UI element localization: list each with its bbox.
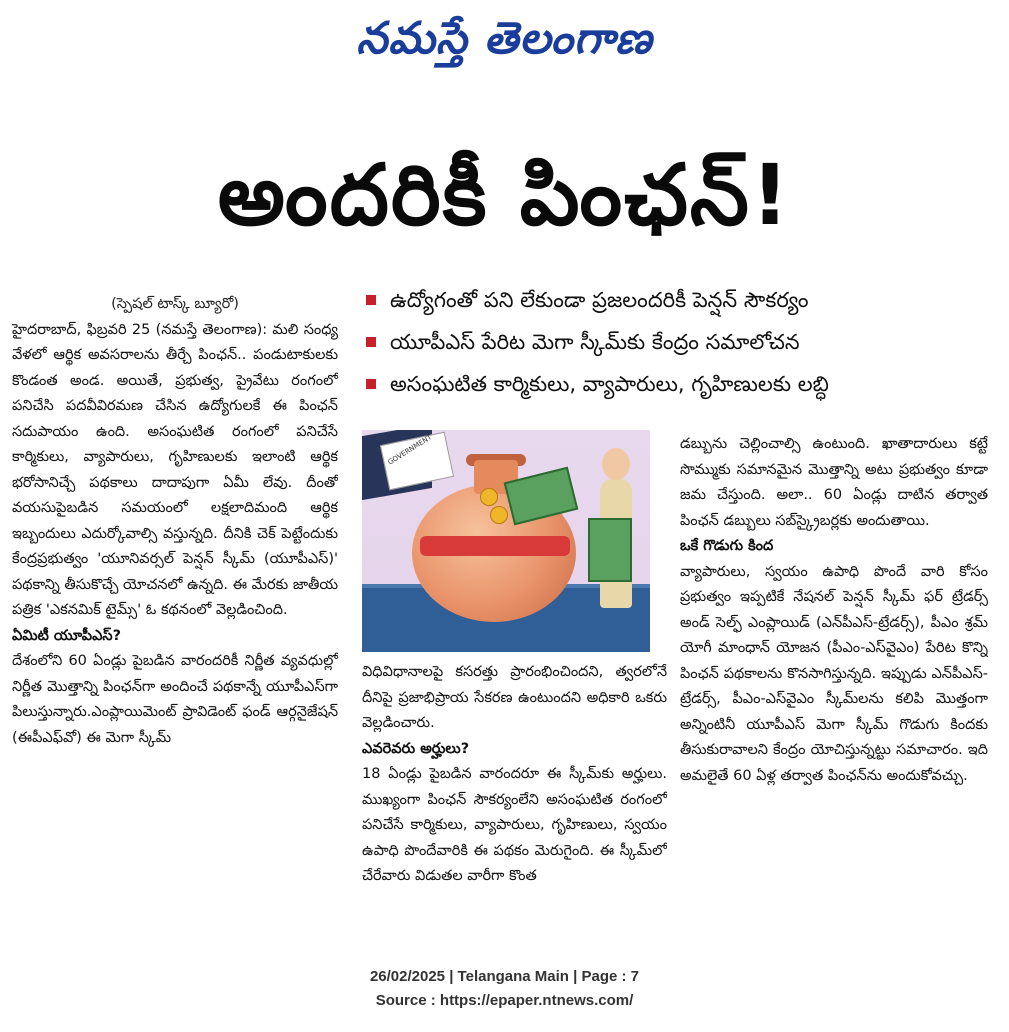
article-illustration [362, 430, 650, 652]
subheading: ఒకే గొడుగు కింద [680, 538, 774, 554]
bullet-text: ఉద్యోగంతో పని లేకుండా ప్రజలందరికీ పెన్షన్ సౌకర్యం [390, 288, 809, 312]
byline: (స్పెషల్ టాస్క్ బ్యూరో) [111, 296, 239, 312]
highlight-bullets [360, 282, 1000, 408]
coin-icon [490, 506, 508, 524]
article-paragraph: 18 ఏండ్లు పైబడిన వారందరూ ఈ స్కీమ్‌కు అర్హులు. ముఖ్యంగా పింఛన్ సౌకర్యంలేని అసంఘటిత రంగంలో పనిచేసే కార్మికులు, వ్యాపారులు, గృహిణులు, స్వయం ఉపాధి పొందేవారికి ఈ పథకం మెరుగైంది. ఈ స్కీమ్‌లో చేరేవారు విడుతల వారీగా కొంత [362, 766, 667, 884]
article-column-2 [362, 660, 667, 942]
article-paragraph: హైదరాబాద్, ఫిబ్రవరి 25 (నమస్తే తెలంగాణ): మలి సంధ్య వేళలో ఆర్థిక అవసరాలను తీర్చే పింఛన్.. పండుటాకులకు కొండంత అండ. అయితే, ప్రభుత్వ, ప్రైవేటు రంగంలో పనిచేసి పదవీవిరమణ చేసిన ఉద్యోగులకే ఈ పింఛన్ సదుపాయం ఉంది. అసంఘటిత రంగంలో పనిచేసే కార్మికులు, వ్యాపారులు, గృహిణులకు ఇలాంటి ఆర్థిక భరోసానిచ్చే పథకాలు దాదాపుగా ఏమీ లేవు. దీంతో వయసుపైబడిన సమయంలో లక్షలాదిమంది ఆర్థిక ఇబ్బందులు ఎదుర్కోవాల్సి వస్తున్నది. దీనికి చెక్ పెట్టేందుకు కేంద్రప్రభుత్వం 'యూనివర్సల్ పెన్షన్ స్కీమ్ (యూపీఎస్)' పథకాన్ని తీసుకొచ్చే యోచనలో ఉన్నది. ఈ మేరకు జాతీయ పత్రిక 'ఎకనమిక్ టైమ్స్' ఓ కథనంలో వెల్లడించింది. [12, 321, 338, 618]
source-link[interactable]: Source : https://epaper.ntnews.com/ [375, 992, 634, 1009]
subheading: ఎవరెవరు అర్హులు? [362, 740, 470, 757]
subheading: ఏమిటీ యూపీఎస్? [12, 627, 121, 644]
article-paragraph: వ్యాపారులు, స్వయం ఉపాధి పొందే వారి కోసం ప్రభుత్వం ఇప్పటికే నేషనల్ పెన్షన్ స్కీమ్ ఫర్ ట్రేడర్స్ అండ్ సెల్ఫ్ ఎంప్లాయిడ్ (ఎన్‌పీఎస్-ట్రేడర్స్), పీఎం శ్రమ్ యోగీ మాంధాన్ యోజన (పీఎం-ఎస్‌వైఎం) పేరిట కొన్ని పింఛన్ పథకాలను కొనసాగిస్తున్నది. ఇప్పుడు ఎన్‌పీఎస్-ట్రేడర్స్, పీఎం-ఎస్‌వైఎం స్కీమ్‌లను కలిపి మొత్తంగా అన్నింటినీ యూపీఎస్ మెగా స్కీమ్ గొడుగు కిందకు తీసుకురావాలని కేంద్రం యోచిస్తున్నట్టు సమాచారం. ఇది అమలైతే 60 ఏళ్ల తర్వాత పింఛన్‌ను అందుకోవచ్చు. [680, 563, 988, 784]
article-paragraph: దేశంలోని 60 ఏండ్లు పైబడిన వారందరికీ నిర్ణీత వ్యవధుల్లో నిర్ణీత మొత్తాన్ని పింఛన్‌గా అందించే పథకాన్నే యూపీఎస్‌గా పిలుస్తున్నారు.ఎంప్లాయిమెంట్ ప్రావిడెంట్ ఫండ్ ఆర్గనైజేషన్ (ఈపీఎఫ్‌వో) ఈ మెగా స్కీమ్ [12, 653, 338, 746]
red-square-bullet-icon [366, 337, 376, 347]
bullet-text: యూపీఎస్ పేరిట మెగా స్కీమ్‌కు కేంద్రం సమాలోచన [390, 330, 800, 354]
bullet-item [360, 282, 1000, 324]
article-column-3 [680, 432, 988, 942]
document-label: GOVERNMENT [386, 433, 434, 467]
article-paragraph: విధివిధానాలపై కసరత్తు ప్రారంభించిందని, త్వరలోనే దీనిపై ప్రజాభిప్రాయ సేకరణ ఉంటుందని అధికారి ఒకరు వెల్లడించారు. [362, 664, 667, 731]
bullet-text: అసంఘటిత కార్మికులు, వ్యాపారులు, గృహిణులకు లబ్ధి [390, 372, 829, 396]
article-paragraph: డబ్బును చెల్లించాల్సి ఉంటుంది. ఖాతాదారులు కట్టే సొమ్ముకు సమానమైన మొత్తాన్ని అటు ప్రభుత్వం కూడా జమ చేస్తుంది. అలా.. 60 ఏండ్లు దాటిన తర్వాత పింఛన్ డబ్బులు సబ్‌స్క్రైబర్లకు అందుతాయి. [680, 436, 988, 529]
coin-icon [480, 488, 498, 506]
edition-info: 26/02/2025 | Telangana Main | Page : 7 [369, 968, 640, 985]
headline: అందరికీ పింఛన్! [217, 146, 792, 244]
banknote-icon [588, 518, 632, 582]
bullet-item [360, 324, 1000, 366]
red-square-bullet-icon [366, 379, 376, 389]
newspaper-masthead: నమస్తే తెలంగాణ [356, 13, 653, 64]
bullet-item [360, 366, 1000, 408]
red-square-bullet-icon [366, 295, 376, 305]
article-column-1 [12, 292, 338, 940]
